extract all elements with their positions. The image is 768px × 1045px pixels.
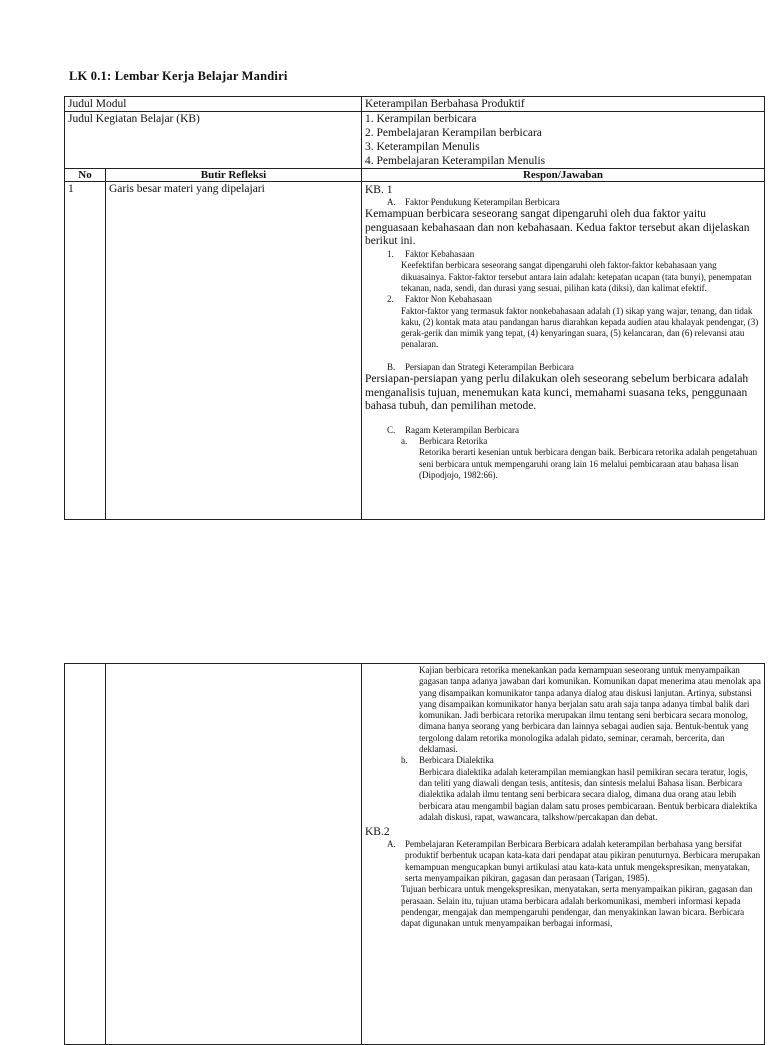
kb2-label: KB.2	[365, 826, 390, 839]
section-a-intro: Kemampuan berbicara seseorang sangat dipengaruhi oleh dua faktor yaitu penguasaan kebahasaan dan non kebahasaan. Kedua faktor tersebut akan dijelaskan berikut ini.	[365, 208, 750, 248]
subsection-b-text: Berbicara dialektika adalah keterampilan memiangkan hasil pemikiran secara teratur, logis, dan teliti yang diawali dengan tesis, antitesis, dan sintesis melalui Bahasa lisan. Berbicara dialektika adalah ilmu tentang seni berbicara secara dialog, dimana dua orang atau lebih berbicara atau mengambil bagian dalam satu proses pembicaraan. Bentuk berbicara dialektika adalah diskusi, rapat, wawancara, talkshow/percakapan dan debat.	[419, 766, 758, 822]
kb-row	[65, 112, 765, 169]
kb2-section-a-text: Tujuan berbicara untuk mengekspresikan, menyatakan, serta menyampaikan pikiran, gagasan dan perasaan. Selain itu, tujuan utama berbicara adalah berkomunikasi, memberi informasi kepada pendengar, mengajak dan mempengaruhi pendengar, dan menyakinkan lawan bicara. Berbicara dapat digunakan untuk menyampaikan berbagai informasi,	[401, 884, 753, 929]
row-number-empty	[65, 664, 106, 1045]
reflection-row	[65, 182, 765, 520]
kb-list-item: 1. Kerampilan berbicara	[365, 113, 477, 125]
worksheet-table-continued	[64, 663, 765, 1045]
kb1-label: KB. 1	[365, 184, 393, 196]
header-no: No	[65, 169, 106, 182]
subsection-b-heading: b. Berbicara Dialektika	[401, 755, 494, 766]
row-item-empty	[106, 664, 362, 1045]
kb-label: Judul Kegiatan Belajar (KB)	[65, 112, 362, 169]
module-value: Keterampilan Berbahasa Produktif	[362, 97, 765, 112]
row-response-continued	[362, 664, 765, 1045]
kb2-section-a: A. Pembelajaran Keterampilan Berbicara Berbicara adalah keterampilan berbahasa yang bersifat produktif berbentuk ucapan kata-kata dari pendapat atau pikiran penuturnya. Berbicara merupakan kemampuan mengucapkan bunyi artikulasi atau kata-kata untuk mengekspresikan, menyatakan, serta menyampaikan pikiran, gagasan dan perasaan (Tarigan, 1985).	[387, 839, 761, 884]
header-row	[65, 169, 765, 182]
kb-list-item: 3. Keterampilan Menulis	[365, 141, 480, 153]
worksheet-table	[64, 96, 765, 520]
row-number: 1	[65, 182, 106, 520]
document-title: LK 0.1: Lembar Kerja Belajar Mandiri	[69, 69, 288, 83]
module-row	[65, 97, 765, 112]
factor-2-text: Faktor-faktor yang termasuk faktor nonkebahasaan adalah (1) sikap yang wajar, tenang, dan tidak kaku, (2) kontak mata atau pandangan harus diarahkan kepada audien atau khalayak pendengar, (3) gerak-gerik dan mimik yang tepat, (4) kenyaringan suara, (5) kelancaran, dan (6) relevansi atau penalaran.	[401, 305, 759, 350]
subsection-a-continued: Kajian berbicara retorika menekankan pada kemampuan seseorang untuk menyampaikan gagasan tanpa adanya jawaban dari komunikan. Komunikan dapat menerima atau menolak apa yang disampaikan komunikator tanpa adanya dialog atau diskusi lanjutan. Artinya, substansi yang disampaikan komunikator hanya berjalan satu arah saja tanpa adanya timbal balik dari komunikan. Jadi berbicara retorika merupakan ilmu tentang seni berbicara secara monolog, dimana hanya seorang yang berbicara dan lainnya sebagai audien saja. Bentuk-bentuk yang tergolong dalam retorika monologika adalah pidato, seminar, ceramah, bercerita, dan deklamasi.	[419, 665, 761, 755]
module-label: Judul Modul	[65, 97, 362, 112]
subsection-a-heading: a. Berbicara Retorika	[401, 436, 488, 447]
kb-list-item: 2. Pembelajaran Kerampilan berbicara	[365, 127, 542, 139]
factor-1-text: Keefektifan berbicara seseorang sangat dipengaruhi oleh faktor-faktor kebahasaan yang dikuasainya. Faktor-faktor tersebut antara lain adalah: ketepatan ucapan (tata bunyi), penempatan tekanan, nada, sendi, dan durasi yang sesuai, pilihan kata (diksi), dan kalimat efektif.	[401, 260, 752, 293]
section-b-text: Persiapan-persiapan yang perlu dilakukan oleh seseorang sebelum berbicara adalah menganalisis tujuan, menemukan kata kunci, memahami suasana teks, penggunaan bahasa tubuh, dan pemilihan metode.	[365, 373, 749, 413]
kb-list	[362, 112, 765, 169]
factor-2-heading: 2. Faktor Non Kebahasaan	[387, 294, 492, 305]
row-item: Garis besar materi yang dipelajari	[106, 182, 362, 520]
header-butir: Butir Refleksi	[106, 169, 362, 182]
section-a-heading: A. Faktor Pendukung Keterampilan Berbicara	[387, 197, 560, 207]
section-c-heading: C. Ragam Keterampilan Berbicara	[387, 424, 519, 435]
kb-list-item: 4. Pembelajaran Keterampilan Menulis	[365, 155, 546, 167]
subsection-a-text: Retorika berarti kesenian untuk berbicara dengan baik. Berbicara retorika adalah pengetahuan seni berbicara untuk mempengaruhi orang lain 16 melalui pembicaraan atau bahasa lisan (Dipodjojo, 1982:66).	[419, 447, 758, 481]
factor-1-heading: 1. Faktor Kebahasaan	[387, 249, 475, 260]
section-b-heading: B. Persiapan dan Strategi Keterampilan Berbicara	[387, 361, 574, 372]
reflection-row-continued	[65, 664, 765, 1045]
row-response	[362, 182, 765, 520]
header-respon: Respon/Jawaban	[362, 169, 765, 182]
